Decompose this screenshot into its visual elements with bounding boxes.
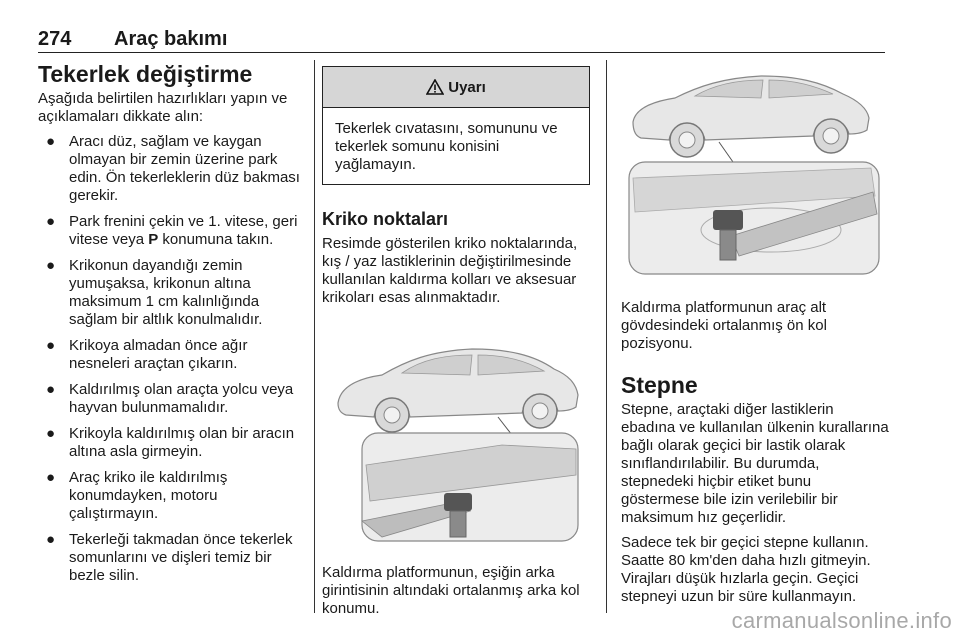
rear-jack-point-caption: Kaldırma platformunun, eşiğin arka girintisinin altındaki ortalanmış arka kol konumu.: [322, 564, 580, 617]
page-number: 274: [38, 28, 72, 50]
chapter-title: Araç bakımı: [114, 28, 228, 50]
list-item: ● Kaldırılmış olan araçta yolcu veya hayvan bulunmamalıdır.: [46, 381, 294, 416]
section-title-spare-wheel: Stepne: [621, 372, 698, 398]
warning-header: [323, 67, 589, 108]
bullet-icon: ●: [46, 257, 56, 274]
section-title-jack-points: Kriko noktaları: [322, 209, 449, 229]
jack-points-text: Resimde gösterilen kriko noktalarında, kış / yaz lastiklerinin değiştirilmesinde kullanılan kaldırma kolları ve aksesuar krikoları esas alınmaktadır.: [322, 235, 578, 306]
spare-wheel-text-2: Sadece tek bir geçici stepne kullanın. Saatte 80 km'den daha hızlı gitmeyin. Virajları düşük hızlarla geçin. Geçici stepneyi uzun bir süre kullanmayın.: [621, 534, 871, 605]
column-divider-2: [606, 60, 607, 613]
column-2: [322, 60, 592, 625]
column-3: [621, 60, 889, 613]
list-item: ● Krikoya almadan önce ağır nesneleri araçtan çıkarın.: [46, 337, 248, 372]
intro-text: Aşağıda belirtilen hazırlıkları yapın ve açıklamaları dikkate alın:: [38, 90, 288, 125]
list-item: ● Aracı düz, sağlam ve kaygan olmayan bir zemin üzerine park edin. Ön tekerleklerin düz bakması gerekir.: [46, 133, 300, 204]
column-divider-1: [314, 60, 315, 613]
warning-text: Tekerlek cıvatasını, somununu ve tekerlek somunu konisini yağlamayın.: [335, 120, 558, 173]
bullet-icon: ●: [46, 381, 56, 398]
section-title-wheel-change: Tekerlek değiştirme: [38, 61, 253, 87]
bullet-icon: ●: [46, 213, 56, 230]
gear-position-p: P: [148, 231, 159, 248]
warning-title: Uyarı: [448, 78, 486, 96]
spare-wheel-text-1: Stepne, araçtaki diğer lastiklerin ebadına ve kullanılan ülkenin kurallarına bağlı olarak geçici bir lastik olarak sınıflandırılabilir. Bu durumda, stepnedeki hiçbir etiket bunu göstermese bile izin verilebilir bir maksimum hız geçerlidir.: [621, 401, 889, 526]
front-jack-point-illustration: [621, 60, 885, 287]
front-jack-point-caption: Kaldırma platformunun araç alt gövdesindeki ortalanmış ön kol pozisyonu.: [621, 299, 827, 352]
list-item: ● Park frenini çekin ve 1. vitese, geri vitese veya P konumuna takın.: [46, 213, 298, 248]
bullet-icon: ●: [46, 337, 56, 354]
rear-jack-point-illustration: [322, 325, 586, 552]
bullet-icon: ●: [46, 425, 56, 442]
bullet-icon: ●: [46, 133, 56, 150]
bullet-icon: ●: [46, 531, 56, 548]
list-item: ● Krikonun dayandığı zemin yumuşaksa, krikonun altına maksimum 1 cm kalınlığında sağlam bir altlık konulmalıdır.: [46, 257, 263, 328]
page-header: [38, 26, 885, 53]
column-1: [38, 60, 300, 593]
front-jack-point-drawing: [621, 60, 885, 282]
warning-box: [322, 66, 590, 185]
list-item: ● Tekerleği takmadan önce tekerlek somunlarını ve dişleri temiz bir bezle silin.: [46, 531, 293, 584]
list-item: ● Araç kriko ile kaldırılmış konumdayken, motoru çalıştırmayın.: [46, 469, 228, 522]
preparation-list: [38, 133, 300, 585]
list-item: ● Krikoyla kaldırılmış olan bir aracın altına asla girmeyin.: [46, 425, 295, 460]
watermark: carmanualsonline.info: [731, 608, 952, 633]
rear-jack-point-drawing: [322, 325, 586, 547]
bullet-icon: ●: [46, 469, 56, 486]
warning-triangle-icon: [426, 79, 444, 95]
